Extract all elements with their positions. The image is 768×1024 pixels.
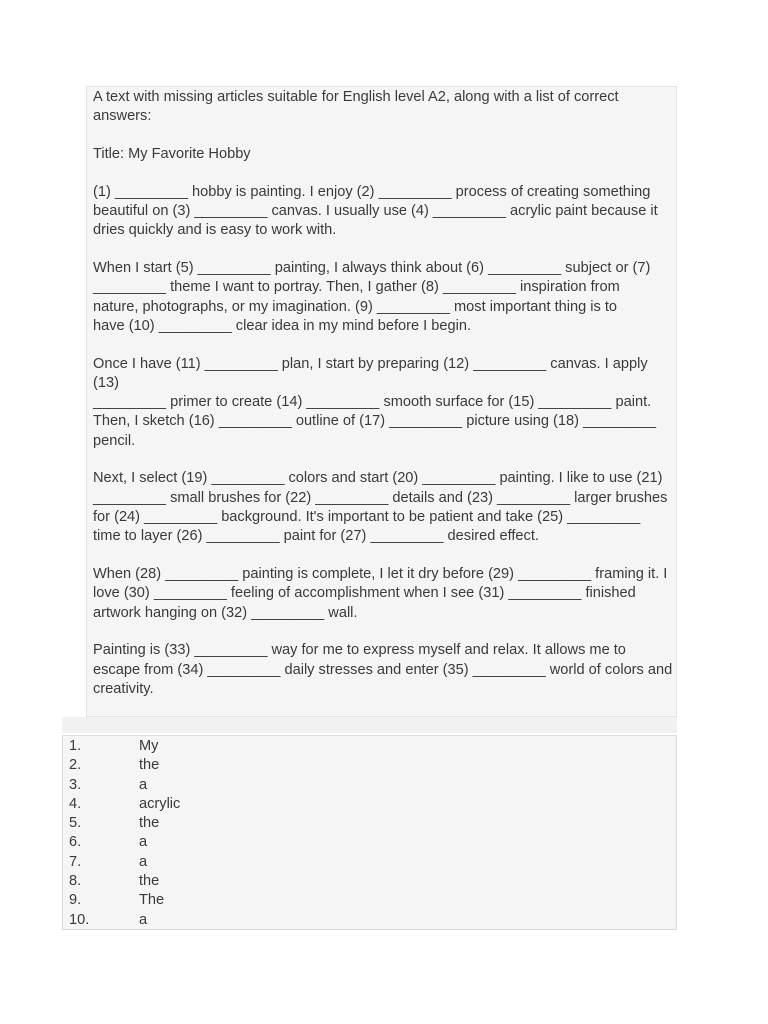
section-divider bbox=[62, 717, 677, 733]
answer-number: 3. bbox=[69, 776, 82, 793]
answer-number: 9. bbox=[69, 892, 82, 909]
answer-number: 5. bbox=[69, 815, 82, 832]
answer-number: 6. bbox=[69, 834, 82, 851]
answer-number: 1. bbox=[69, 738, 82, 754]
answer-word: a bbox=[139, 853, 148, 870]
paragraph-3: Once I have (11) _________ plan, I start by preparing (12) _________ canvas. I apply (13) _________ primer to create (14) _________ smooth surface for (15) _________ paint. Then, I sketch (16) _________ outline of (17) _________ picture using (18) _________ pencil. bbox=[93, 355, 657, 449]
answer-word: a bbox=[139, 911, 148, 928]
answer-row bbox=[63, 795, 676, 814]
answer-row bbox=[63, 814, 676, 833]
answer-row bbox=[63, 776, 676, 795]
paragraph-4: Next, I select (19) _________ colors and start (20) _________ painting. I like to use (21) _________ small brushes for (22) _________ details and (23) _________ larger brushes for (24) _________ background. It's important to be patient and take (25) _________ time to layer (26) _________ paint for (27) _________ desired effect. bbox=[93, 470, 668, 545]
answer-word: the bbox=[139, 757, 160, 774]
answer-word: The bbox=[139, 892, 165, 909]
answer-row bbox=[63, 872, 676, 891]
answer-row bbox=[63, 891, 676, 910]
answer-word: the bbox=[139, 873, 160, 890]
answer-row bbox=[63, 833, 676, 852]
answer-word: a bbox=[139, 776, 148, 793]
exercise-text-block bbox=[86, 86, 677, 717]
answer-word: a bbox=[139, 834, 148, 851]
answers-list bbox=[62, 735, 677, 930]
document-title: Title: My Favorite Hobby bbox=[93, 145, 251, 162]
answer-word: the bbox=[139, 815, 160, 832]
answer-number: 8. bbox=[69, 873, 82, 890]
paragraph-1: (1) _________ hobby is painting. I enjoy (2) _________ process of creating something beautiful on (3) _________ canvas. I usually use (4) _________ acrylic paint because it dries quickly and is easy to work with. bbox=[93, 183, 658, 239]
answer-number: 7. bbox=[69, 853, 82, 870]
paragraph-2: When I start (5) _________ painting, I always think about (6) _________ subject or (7) _________ theme I want to portray. Then, I gather (8) _________ inspiration from nature, photographs, or my imagination. (9) _________ most important thing is to have (10) _________ clear idea in my mind before I begin. bbox=[93, 259, 651, 334]
answer-number: 10. bbox=[69, 911, 90, 928]
paragraph-5: When (28) _________ painting is complete, I let it dry before (29) _________ framing it. I love (30) _________ feeling of accomplishment when I see (31) _________ finished artwork hanging on (32) _________ wall. bbox=[93, 565, 668, 621]
paragraph-6: Painting is (33) _________ way for me to express myself and relax. It allows me to escape from (34) _________ daily stresses and enter (35) _________ world of colors and creativity. bbox=[93, 642, 673, 697]
answer-word: My bbox=[139, 738, 159, 754]
answer-row bbox=[63, 853, 676, 872]
answer-number: 2. bbox=[69, 757, 82, 774]
intro-text: A text with missing articles suitable for English level A2, along with a list of correct answers: bbox=[93, 89, 619, 125]
answer-number: 4. bbox=[69, 795, 82, 812]
answer-row bbox=[63, 756, 676, 775]
answer-word: acrylic bbox=[139, 795, 181, 812]
answer-row bbox=[63, 911, 676, 930]
answer-row bbox=[63, 737, 676, 756]
